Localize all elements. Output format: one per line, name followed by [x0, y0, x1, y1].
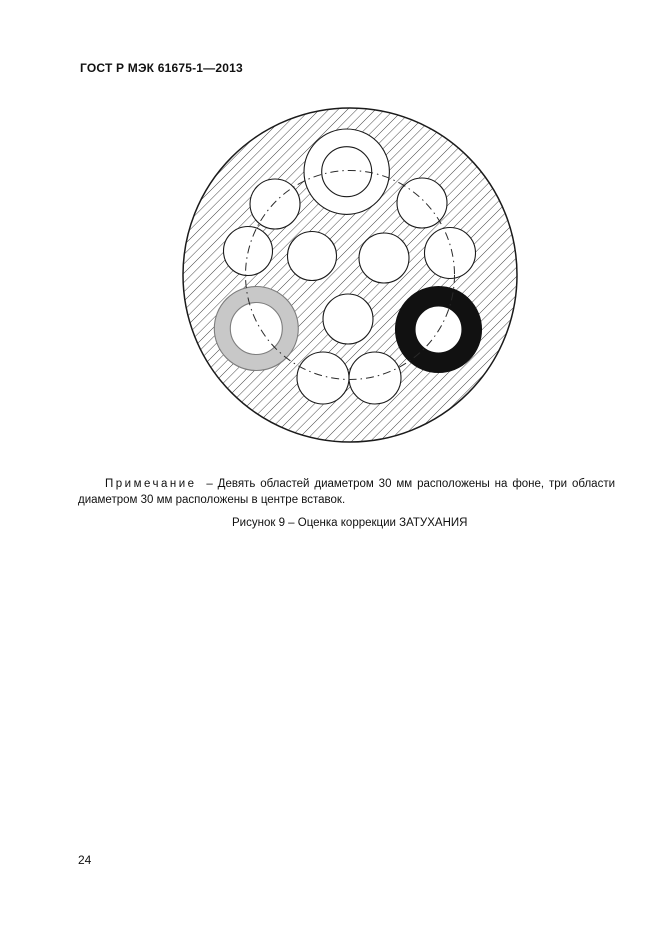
background-region-circle-6	[425, 228, 476, 279]
background-region-circle-4	[359, 233, 409, 283]
white-insert-inner	[322, 147, 372, 197]
note-label: Примечание	[105, 477, 197, 490]
page-number: 24	[78, 853, 92, 867]
background-region-circle-8	[297, 352, 349, 404]
background-region-circle-9	[349, 352, 401, 404]
document-header: ГОСТ Р МЭК 61675-1—2013	[80, 61, 243, 75]
background-region-circle-3	[288, 232, 337, 281]
figure-9-phantom-diagram	[170, 100, 530, 450]
figure-svg	[170, 100, 530, 450]
background-region-circle-1	[250, 179, 300, 229]
note-text: – Девять областей диаметром 30 мм расположены на фоне, три области диаметром 30 мм расположены в центре вставок.	[78, 477, 616, 506]
black-insert-inner	[415, 306, 462, 353]
figure-caption: Рисунок 9 – Оценка коррекции ЗАТУХАНИЯ	[232, 517, 468, 529]
background-region-circle-7	[323, 294, 373, 344]
figure-note	[78, 476, 615, 508]
